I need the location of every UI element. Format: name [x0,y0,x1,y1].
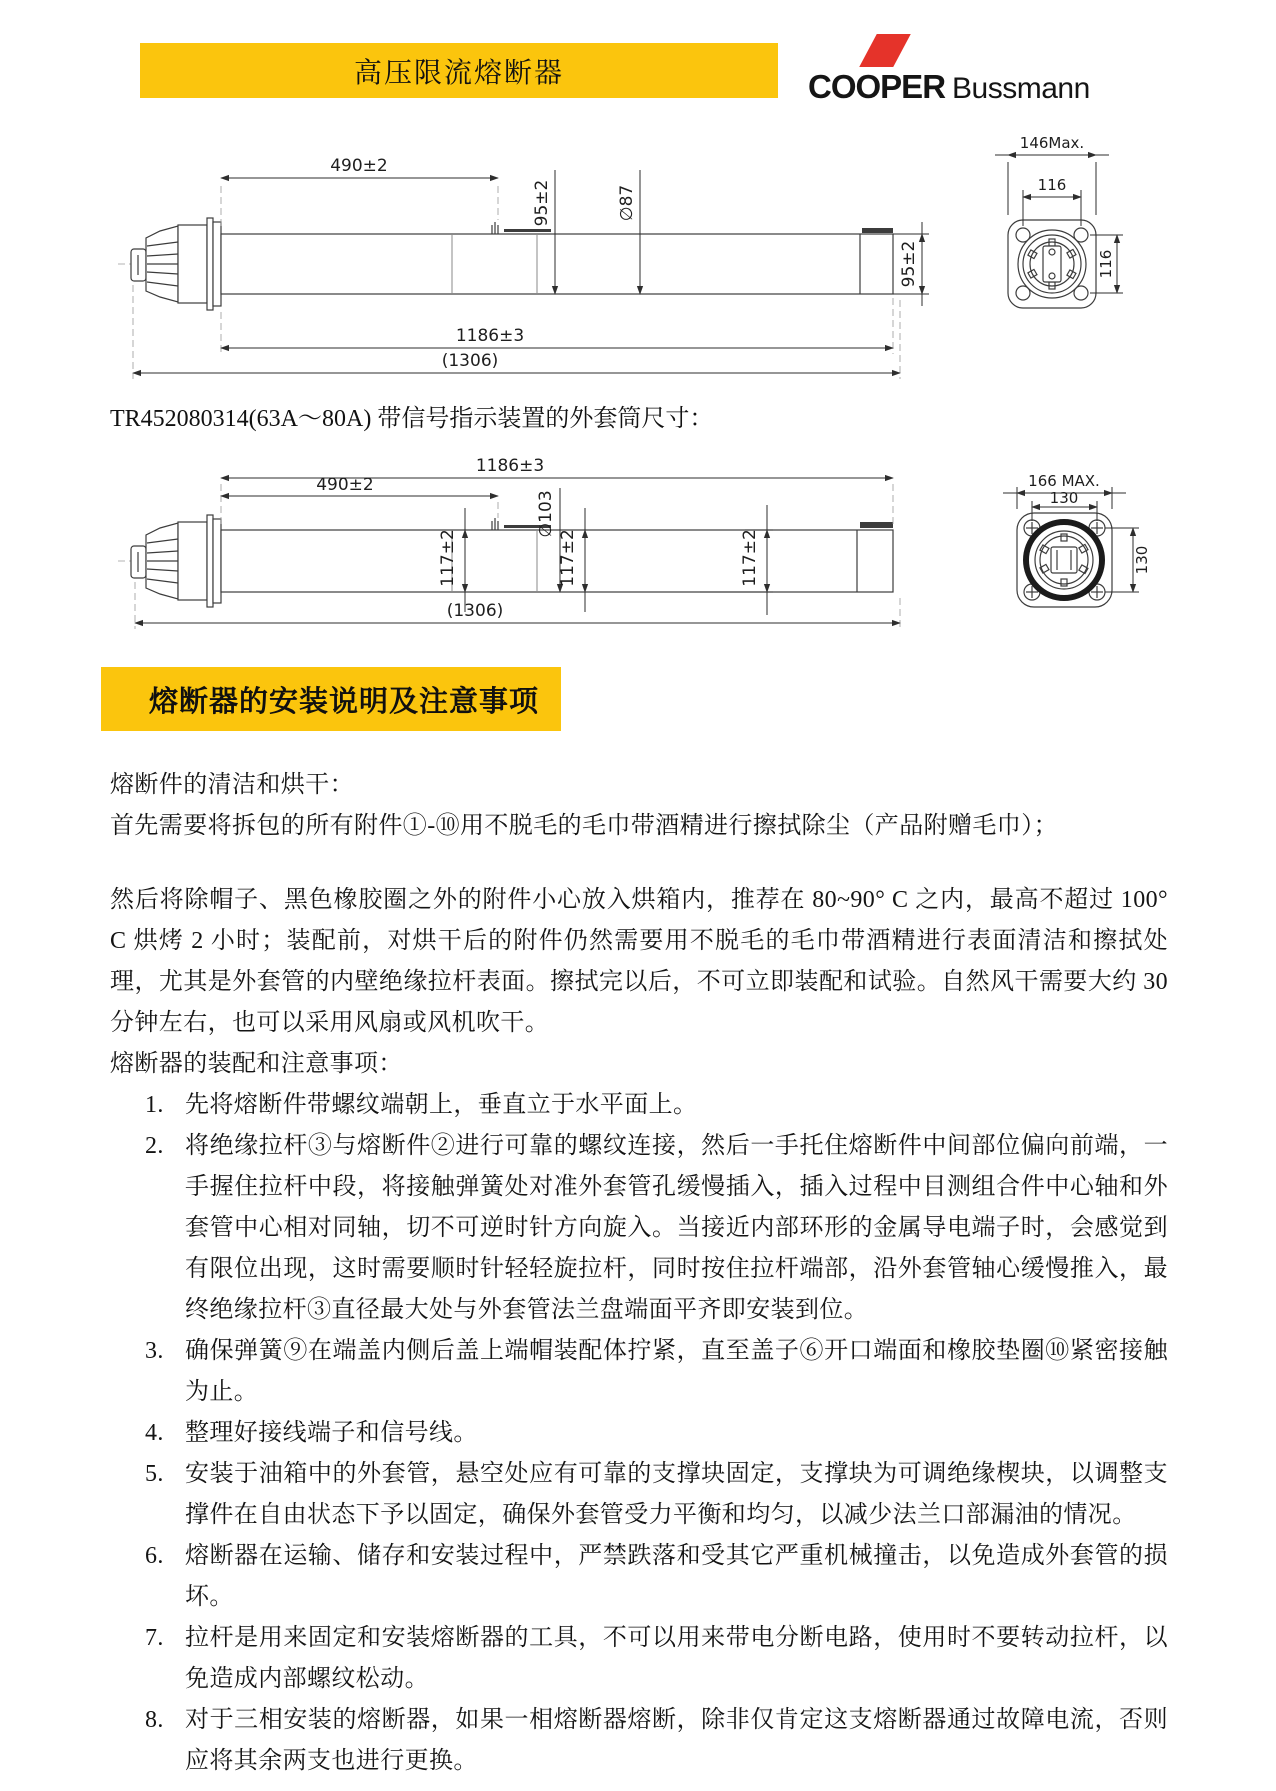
fuse2-end-cap [131,515,221,607]
svg-text:95±2: 95±2 [532,179,552,227]
list-item-number: 2. [145,1133,164,1159]
list-item-text: 先将熔断件带螺纹端朝上，垂直立于水平面上。 [185,1092,698,1118]
svg-text:95±2: 95±2 [899,240,919,288]
dim-95-right [893,222,929,306]
logo-wordmark [808,68,1090,106]
list-item [110,1536,1168,1618]
instructions-body [110,765,1168,1782]
fuse1-flange-view [1008,220,1096,308]
svg-text:∅87: ∅87 [617,184,637,222]
svg-text:490±2: 490±2 [316,475,374,495]
list-item-text: 对于三相安装的熔断器，如果一相熔断器熔断，除非仅肯定这支熔断器通过故障电流，否则应将其余两支也进行更换。 [185,1707,1168,1774]
list-item-text: 拉杆是用来固定和安装熔断器的工具，不可以用来带电分断电路，使用时不要转动拉杆，以免造成内部螺纹松动。 [185,1625,1168,1692]
list-item-number: 8. [145,1707,164,1733]
list-item-number: 7. [145,1625,164,1651]
list-item [110,1700,1168,1782]
svg-text:∅103: ∅103 [536,490,556,538]
logo-bussmann-text: Bussmann [952,72,1090,105]
svg-text:(1306): (1306) [446,601,504,621]
svg-text:1186±3: 1186±3 [455,326,525,346]
list-item-text: 确保弹簧⑨在端盖内侧后盖上端帽装配体拧紧，直至盖子⑥开口端面和橡胶垫圈⑩紧密接触为止。 [185,1338,1168,1405]
dim-490 [221,475,498,518]
list-item [110,1454,1168,1536]
list-item [110,1413,1168,1454]
svg-text:117±2: 117±2 [558,529,578,587]
logo-cooper-text: COOPER [808,68,946,105]
list-item [110,1126,1168,1331]
svg-text:146Max.: 146Max. [1019,134,1085,152]
cooper-bussmann-logo [808,30,1108,105]
list-item-text: 熔断器在运输、储存和安装过程中，严禁跌落和受其它严重机械撞击，以免造成外套管的损坏。 [185,1543,1168,1610]
svg-text:116: 116 [1097,249,1115,279]
fuse2-flange-view [1017,513,1112,607]
svg-text:130: 130 [1133,545,1151,575]
list-item [110,1618,1168,1700]
page-title [140,43,778,98]
logo-red-flag-icon [859,34,911,67]
svg-text:116: 116 [1037,176,1067,194]
paragraph-cleaning-title: 熔断件的清洁和烘干： [110,772,354,798]
svg-text:117±2: 117±2 [740,529,760,587]
list-item [110,1331,1168,1413]
list-item [110,1085,1168,1126]
dim-490 [221,156,498,230]
fuse2-end-lip [860,522,893,528]
fuse2-tube [221,522,893,592]
section-title-label: 熔断器的安装说明及注意事项 [149,683,540,718]
dim-1186 [221,298,893,354]
fuse-drawing-1 [100,115,1170,380]
page-title-label: 高压限流熔断器 [353,57,564,89]
svg-text:1186±3: 1186±3 [475,456,545,476]
list-item-number: 6. [145,1543,164,1569]
list-item-text: 将绝缘拉杆③与熔断件②进行可靠的螺纹连接，然后一手托住熔断件中间部位偏向前端，一手握住拉杆中段，将接触弹簧处对准外套管孔缓慢插入，插入过程中目测组合件中心轴和外套管中心相对同轴，切不可逆时针方向旋入。当接近内部环形的金属导电端子时，会感觉到有限位出现，这时需要顺时针轻轻旋拉杆，同时按住拉杆端部，沿外套管轴心缓慢推入，最终绝缘拉杆③直径最大处与外套管法兰盘端面平齐即安装到位。 [185,1133,1168,1323]
svg-text:130: 130 [1049,489,1079,507]
svg-text:490±2: 490±2 [330,156,388,176]
model-caption: TR452080314(63A～80A) 带信号指示装置的外套筒尺寸： [110,406,714,432]
fuse1-end-cap [131,218,221,310]
list-item-number: 5. [145,1461,164,1487]
list-item-number: 1. [145,1092,164,1118]
paragraph-assembly-title: 熔断器的装配和注意事项： [110,1051,403,1077]
dim-146max [995,134,1109,215]
fuse1-end-lip [862,228,893,233]
list-item-text: 整理好接线端子和信号线。 [185,1420,478,1446]
svg-text:117±2: 117±2 [438,529,458,587]
section-title [101,667,561,731]
paragraph-cleaning: 首先需要将拆包的所有附件①-⑩用不脱毛的毛巾带酒精进行擦拭除尘（产品附赠毛巾）； [110,813,1058,839]
dim-116-top [1023,176,1081,226]
list-item-number: 3. [145,1338,164,1364]
fuse1-tube [221,228,893,294]
list-item-text: 安装于油箱中的外套管，悬空处应有可靠的支撑块固定，支撑块为可调绝缘楔块，以调整支撑件在自由状态下予以固定，确保外套管受力平衡和均匀，以减少法兰口部漏油的情况。 [185,1461,1168,1528]
fuse-drawing-2 [100,435,1170,640]
paragraph-drying: 然后将除帽子、黑色橡胶圈之外的附件小心放入烘箱内，推荐在 80~90° C 之内，最高不超过 100° C 烘烤 2 小时；装配前，对烘干后的附件仍然需要用不脱毛的毛巾带酒精进行表面清洁和擦拭处理，尤其是外套管的内壁绝缘拉杆表面。擦拭完以后，不可立即装配和试验。自然风干需要大约 30 分钟左右，也可以采用风扇或风机吹干。 [110,887,1168,1036]
list-item-number: 4. [145,1420,164,1446]
assembly-steps-list [110,1085,1168,1782]
svg-text:(1306): (1306) [441,351,499,371]
svg-text:166 MAX.: 166 MAX. [1028,472,1100,490]
